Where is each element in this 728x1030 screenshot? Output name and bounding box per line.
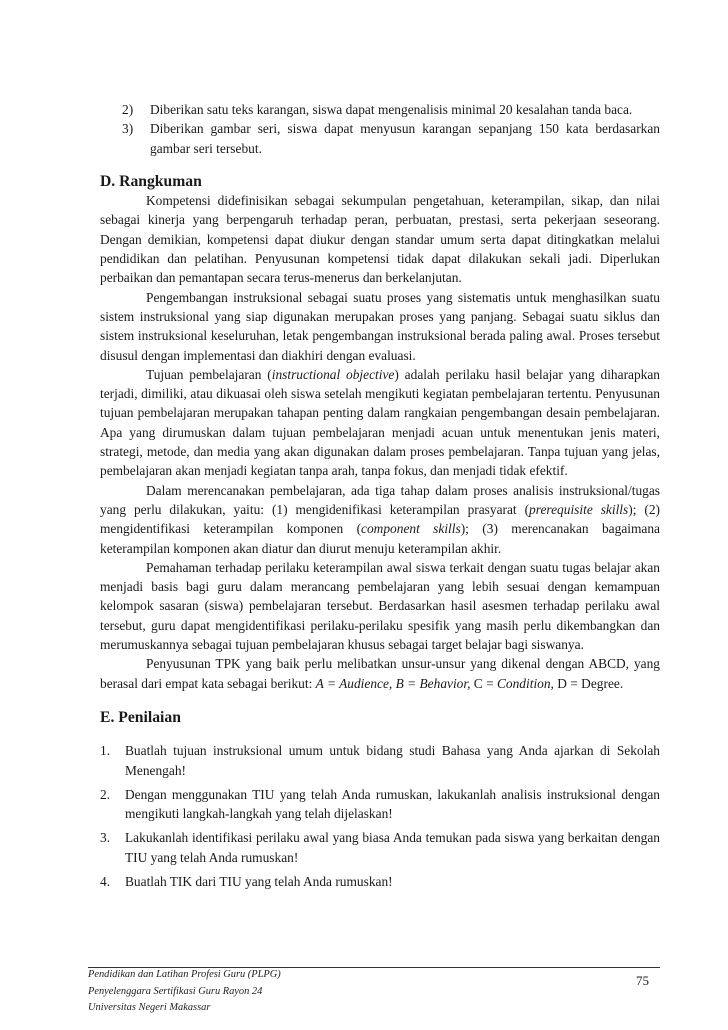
page-footer — [88, 967, 281, 1017]
item-text: Buatlah TIK dari TIU yang telah Anda rumuskan! — [125, 873, 393, 889]
item-number: 1. — [100, 743, 111, 759]
list-item — [100, 828, 660, 867]
footer-line-program: Pendidikan dan Latihan Profesi Guru (PLPG) — [88, 969, 281, 980]
footer-line-organizer: Penyelenggara Sertifikasi Guru Rayon 24 — [88, 985, 263, 997]
summary-paragraph-3: Tujuan pembelajaran (instructional objective) adalah perilaku hasil belajar yang diharapkan terjadi, dimiliki, atau dikuasai oleh siswa setelah mengikuti kegiatan pembelajaran tertentu. Penyusunan tujuan pembelajaran merupakan tahapan penting dalam rangkaian pengembangan desain pembelajaran. Apa yang dirumuskan dalam tujuan pembelajaran menjadi acuan untuk menentukan jenis materi, strategi, metode, dan media yang akan digunakan dalam proses pembelajaran. Tanpa tujuan yang jelas, pembelajaran akan menjadi kegiatan tanpa arah, tanpa fokus, dan menjadi tidak efektif. — [100, 366, 660, 479]
page-content — [100, 100, 660, 896]
item-number: 3. — [100, 830, 111, 846]
italic-term: Condition, — [496, 675, 554, 691]
item-text: Lakukanlah identifikasi perilaku awal yang biasa Anda temukan pada siswa yang berkaitan dengan TIU yang telah Anda rumuskan! — [125, 830, 660, 865]
item-text: Dengan menggunakan TIU yang telah Anda rumuskan, lakukanlah analisis instruksional dengan mengikuti langkah-langkah yang telah dijelaskan! — [125, 786, 660, 822]
summary-paragraph-2: Pengembangan instruksional sebagai suatu proses yang sistematis untuk menghasilkan suatu sistem instruksional yang siap digunakan merupakan proses yang panjang. Sebagai suatu siklus dan sistem instruksional keseluruhan, letak pengembangan instruksional berada paling awal. Proses tersebut disusul dengan implementasi dan diakhiri dengan evaluasi. — [100, 289, 660, 363]
italic-term: instructional objective — [271, 366, 395, 382]
italic-term: A = Audience, B = Behavior, — [315, 675, 471, 691]
section-title-rangkuman: D. Rangkuman — [100, 172, 202, 190]
item-text: Diberikan gambar seri, siswa dapat menyusun karangan sepanjang 150 kata berdasarkan gambar seri tersebut. — [150, 121, 660, 156]
page-number: 75 — [636, 973, 649, 988]
list-item — [122, 100, 660, 119]
item-number: 3) — [122, 121, 134, 137]
item-text: Diberikan satu teks karangan, siswa dapat mengenalisis minimal 20 kesalahan tanda baca. — [150, 102, 633, 117]
italic-term: component skills — [361, 521, 461, 537]
footer-line-university: Universitas Negeri Makassar — [88, 1002, 211, 1013]
item-number: 2) — [122, 102, 134, 117]
list-item — [122, 119, 660, 158]
section-title-penilaian: E. Penilaian — [100, 708, 181, 726]
item-number: 4. — [100, 873, 111, 889]
objectives-list — [122, 100, 660, 158]
list-item — [100, 872, 660, 891]
list-item — [100, 741, 660, 780]
summary-paragraph-4: Dalam merencanakan pembelajaran, ada tiga tahap dalam proses analisis instruksional/tugas yang perlu dilakukan, yaitu: (1) mengidenifikasi keterampilan prasyarat (prerequisite skills); (2) mengidentifikasi keterampilan komponen (component skills); (3) merencanakan bagaimana keterampilan komponen akan diatur dan diurut menuju keterampilan akhir. — [100, 482, 660, 556]
list-item — [100, 785, 660, 824]
assessment-list — [100, 741, 660, 891]
summary-paragraph-6: Penyusunan TPK yang baik perlu melibatkan unsur-unsur yang dikenal dengan ABCD, yang berasal dari empat kata sebagai berikut: A = Audience, B = Behavior, C = Condition, D = Degree. — [100, 656, 660, 691]
item-number: 2. — [100, 786, 111, 802]
summary-paragraph-1: Kompetensi didefinisikan sebagai sekumpulan pengetahuan, keterampilan, sikap, dan nilai sebagai kinerja yang berpengaruh terhadap peran, perbuatan, prestasi, serta pekerjaan seseorang. Dengan demikian, kompetensi dapat diukur dengan standar umum serta dapat ditingkatkan melalui pendidikan dan pelatihan. Penyusunan kompetensi tidak dapat dilakukan sekali jadi. Diperlukan perbaikan dan pemantapan secara terus-menerus dan berkelanjutan. — [100, 193, 660, 286]
item-text: Buatlah tujuan instruksional umum untuk bidang studi Bahasa yang Anda ajarkan di Sekolah Menengah! — [125, 743, 660, 778]
italic-term: prerequisite skills — [529, 501, 629, 517]
summary-paragraph-5: Pemahaman terhadap perilaku keterampilan awal siswa terkait dengan suatu tugas belajar akan menjadi basis bagi guru dalam merancang pembelajaran yang lebih sesuai dengan kemampuan kelompok sasaran (siswa) pembelajaran tersebut. Berdasarkan hasil asesmen terhadap perilaku awal tersebut, guru dapat mengidentifikasi perilaku-perilaku spesifik yang masih perlu dikembangkan dan merumuskannya sebagai tujuan pembelajaran khusus sebagai target belajar bagi siswanya. — [100, 559, 660, 653]
